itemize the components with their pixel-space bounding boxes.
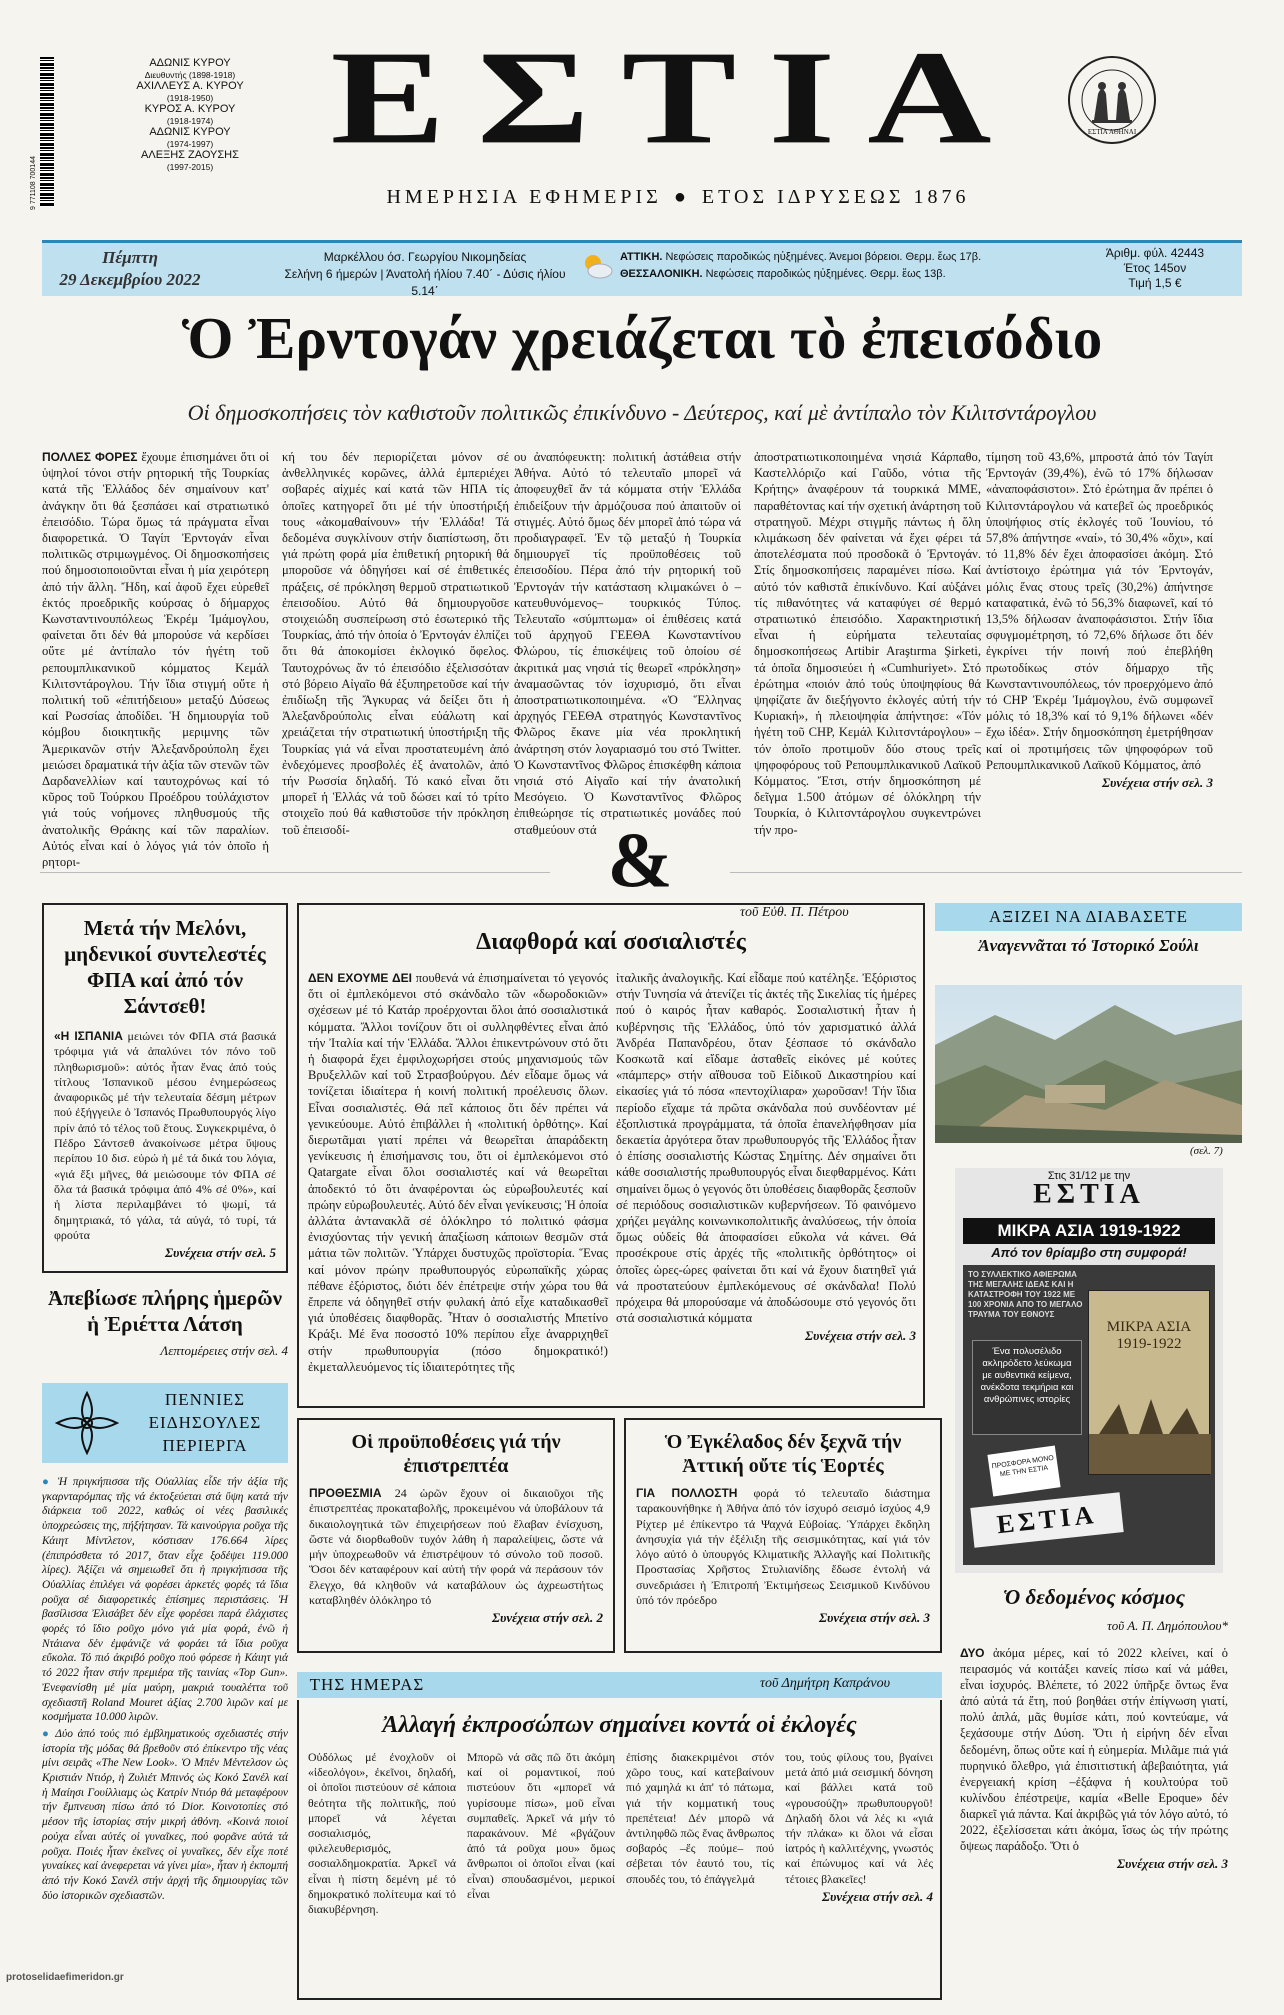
masthead-subtitle: ΗΜΕΡΗΣΙΑ ΕΦΗΜΕΡΙΣ [386,186,662,208]
conditions-body: 24 ὡρῶν ἔχουν οἱ δικαιοῦχοι τῆς ἐπιστρεπτέας προκαταβολῆς, προκειμένου νά ὑποβάλουν τά δικαιολογητικά τῶν ἐπιχειρήσεων πού ἔλαβαν ἐνίσχυση, ὥστε νά διορθωθοῦν τυχόν λάθη ἡ παραλείψεις, ὥστε νά μήν ὑποχρεωθοῦν νά ἐπιστρέψουν τό σύνολο τοῦ ποσοῦ. Ὅσοι δέν καταφέρουν καί αὐτή τήν φορά νά περάσουν τόν ἔλεγχο, θά κληθοῦν νά καταβάλουν ὡς ἀχρεωστήτως καταβληθέν ὁλόκληρο τό [309,1486,603,1608]
world-byline: τοῦ Α. Π. Δημόπουλου* [1107,1618,1228,1633]
corruption-headline: Διαφθορά καί σοσιαλιστές [476,929,746,955]
day-col-3: ἐπίσης διακεκριμένοι στόν χῶρο τους, καί κατεβαίνουν πιό χαμηλά κι ἀπ' τό πάτωμα, γιά τήν κομματική τους πρεπέτεια! Δέν μπορῶ νά ἀντιληφθῶ πῶς ἕνας ἄνθρωπος σοβαρός –ἔς πούμε– πού σέβεται τόν ἑαυτό του, τίς σπουδές του, τό ἐπάγγελμά [626,1750,774,1886]
bullet-icon: ● [42,1476,52,1488]
promo-paper-stamp: ΕΣΤΙΑ [970,1492,1123,1547]
founder-name: ΑΔΩΝΙΣ ΚΥΡΟΥ [149,126,231,138]
day-col-text: του, τούς φίλους του, βγαίνει μετά ἀπό μιά σεισμική δόνηση καί βάλλει κατά τοῦ «γρουσούζη» πρωθυπουργοῦ! Δηλαδή ὅλοι νά λές κι «γιά τήν πλάκα» κι ὅλοι νά εἶσαι ἰατρός ἡ καλλιτέχνης, γνωστός καί ἐπώνυμος καί νά λές τέτοιες βλακεῖες! [785,1750,933,1886]
weather-icon [580,252,614,280]
info-calendar [270,249,580,300]
issue-number: Άριθμ. φύλ. 42443 [1105,246,1205,260]
info-issue [1080,246,1230,291]
worth-reading-title: Ἀναγεννᾶται τό Ἱστορικό Σούλι [978,936,1199,955]
issue-price: Τιμή 1,5 € [1128,276,1182,290]
corruption-col-text: πουθενά νά ἐπισημαίνεται τό γεγονός ὅτι οἱ ἐμπλεκόμενοι στό σκάνδαλο τῶν «δωροδοκιῶν» σχέσεων μέ τό Κατάρ προέρχονται ὅλοι ἀπό σοσιαλιστικά κόμματα. Ἄλλοι τονίζουν ὅτι οἱ συλληφθέντες εἶναι ἀπό τήν Ἰταλία καί τήν Ἑλλάδα. Ἄλλοι ἐπικεντρώνουν στό ὅτι ἡ διαφορά ἔχει ἐμφιλοχωρήσει στούς μηχανισμούς τῶν Βρυξελλῶν καί τοῦ Στρασβούργου. Δέν εἶδαμε ὅμως νά τονίζεται ἰδιαίτερα ἡ κοινή πολιτική προέλευσις ὅλων. Εἶναι σοσιαλιστές. Θά πεῖ κάποιος ὅτι δέν πρέπει νά γενικεύουμε. Αὐτό ἐπιβάλλει ἡ «πολιτική ὀρθότης». Καί διερωτᾶμαι γιατί πρέπει νά θεωρεῖται ἀπαράδεκτη γενίκευσις ἡ ἐπισήμανσις του, ὅτι οἱ ἐμπλεκόμενοι στό Qatargate εἶναι ὅλοι σοσιαλιστές καί νά θεωρεῖται ἀποδεκτό τό ὅτι ἀναφέρονται ὡς εὐρωβουλευτές καί πρώην εὐρωβουλευτές. Αὐτό δέν εἶναι γενίκευσις; Ἡ ὁποία ἀλλάτα ἀντανακλᾶ σέ ὁλόκληρο τό πολιτικό φάσμα ἐνισχύοντας τήν γενική ἀπαξίωση κάποιων θεσμῶν στά μάτια τῶν πολιτῶν. Ὑπάρχει δυστυχῶς προϊστορία. Ἕνας καί μόνον πρώην πρωθυπουργός εὐρωπαϊκῆς χώρας πέθανε ἐξόριστος, διότι δέν ἐπέτρεψε στήν χώρα του θά ἔπρεπε νά ὁδηγηθεῖ στήν φυλακή ἀπό εἶχε καταδικασθεῖ γιά ὑποθέσεις διαφθορᾶς. Ἦταν ὁ σοσιαλιστής Μπετίνο Κράξι. Μέ ἕνα ποσοστό 10% περίπου εἶχε ἀναρριχηθεῖ στήν πρωθυπουργία (πόσο δημοκρατικό!) ἐκμεταλλευόμενος τίς ἰδιαιτερότητες τῆς [308,971,608,1374]
barcode [40,57,54,207]
info-saints: Μαρκέλλου όσ. Γεωργίου Νικομηδείας [323,250,527,264]
day-byline: τοῦ Δημήτρη Καπράνου [760,1676,890,1691]
founder-years: (1997-2015) [166,161,214,172]
latsi-article [42,1285,288,1359]
world-headline: Ὁ δεδομένος κόσμος [1003,1585,1185,1609]
souli-photo [935,985,1242,1143]
corruption-continue-link[interactable]: Συνέχεια στήν σελ. 3 [805,1328,916,1344]
lead-col-5 [986,449,1213,791]
weather-thessaloniki: Νεφώσεις παροδικώς ηὐξημένες. Θερμ. ἕως 13β. [705,268,946,280]
corruption-col-1 [308,970,608,1375]
founder-years: (1974-1997) [166,138,214,149]
corruption-col-text: ἰταλικῆς ἀναλογικῆς. Καί εἶδαμε πού κατέληξε. Ἐξόριστος στήν Τυνησία νά ἀτενίζει τίς ἀκτές τῆς Σικελίας τίς ἡμέρες πού ὁ καιρός ἦταν καθαρός. Σοσιαλιστική ἦταν ἡ κυβέρνησις τῆς Ἑλλάδος, ὑπό τόν χαρισματικό ἀλλά Ἀνδρέα Παπανδρέου, ὅταν ξέσπασε τό σκάνδαλο Κοσκωτᾶ καί εἴδαμε ἀσταθεῖς εἰκόνες μέ κούτες «πάμπερς» στήν αἴθουσα τοῦ Εἰδικοῦ Δικαστηρίου καί εἰκασίες γιά τό πόσα «πεντοχίλιαρα» χωροῦσαν! Τήν ἴδια περίοδο εἴχαμε τά πρῶτα σκάνδαλα πού συνδέονταν μέ ἐξοπλιστικά προγράμματα, τά ὁποῖα ἐπανελήφθησαν μία δεκαετία ἀργότερα ὅταν πρωθυπουργός τῆς Ἑλλάδος ἦταν ὁ ἐπίσης σοσιαλιστής Κώστας Σημίτης. Δέν σημαίνει ὅτι κάθε σοσιαλιστής πρωθυπουργός εἶναι διεφθαρμένος. Κάτι σημαίνει ὅμως ὁ γεγονός ὅτι ὑποθέσεις διαφθορᾶς ξεσποῦν σέ περιόδους σοσιαλιστικῶν κυβερνήσεων. Τό φαινόμενο χρήζει μεγάλης κοινωνικοπολιτικῆς ἀναλύσεως, τήν ὁποία ὅμως οὐδείς θά ἀποφασίσει εὔκολα νά κάνει. Θά προσέκρουε στίς ἀρχές τῆς «πολιτικῆς ὀρθότητος» οἱ ὁποῖες ὡρες-ώρες φαίνεται ὅτι καί νά ἔχουν διατηθεῖ γιά νά προστατεύουν ἐμπλεκόμενους σέ σκάνδαλα! Πολύ πρόχειρα θά μπορούσαμε νά ἀποδώσουμε στό γεγονός ὅτι στά σοσιαλιστικά κόμματα [616,971,916,1326]
lead-col-text: τίμηση τοῦ 43,6%, μπροστά ἀπό τόν Ταγίπ Ἐρντογάν (39,4%), ἐνῶ τό 17% δήλωσαν «ἀναποφάσιστοι». Στό ἐρώτημα ἄν πρέπει ὁ Κιλιτσντάρογλου νά κατεβεῖ ὡς προεδρικός ὑποψήφιος στίς ἐκλογές τοῦ Ἰουνίου, τό 57,8% ἀπήντησε «ναί», τό 30,4% «ὄχι», καί τό 11,8% δέν ἔχει ἀποφασίσει ἀκόμη. Στό ἀντίστοιχο ἐρώτημα γιά τόν Ἐρντογάν, μόλις ἕνας στους τρεῖς (30,2%) ἀπήντησε καταφατικά, ἐνῶ τό 56,3% διαφωνεῖ, καί τό 13,5% δήλωσαν ἀναποφάσιστοι. Στήν ἴδια σφυγμομέτρηση, τό 72,6% δήλωσε ὅτι δέν ἐγκρίνει τήν ποινή πού ἐπεβλήθη πρωτοδίκως στόν δήμαρχο τῆς Κωνσταντινουπόλεως, τόν προερχόμενο ἀπό τό CHP Ἐκρέμ Ἰμάμογλου, ἐνῶ συμφωνεῖ μόλις τό 18,3% καί τό 9,1% δήλωνει «δέν ἔχω ἰδέα». Στήν δημοσκόπηση ἐμετρήθησαν καί οἱ προτιμήσεις τῶν ψηφοφόρων τοῦ Ρεπουμπλικανικοῦ Λαϊκοῦ Κόμματος, ἀπό [986,450,1213,772]
promo-description: ΤΟ ΣΥΛΛΕΚΤΙΚΟ ΑΦΙΕΡΩΜΑ ΤΗΣ ΜΕΓΑΛΗΣ ΙΔΕΑΣ ΚΑΙ Η ΚΑΤΑΣΤΡΟΦΗ ΤΟΥ 1922 ΜΕ 100 ΧΡΟΝΙΑ ΑΠΟ ΤΟ ΜΕΓΑΛΟ ΤΡΑΥΜΑ ΤΟΥ ΕΘΝΟΥΣ [968,1270,1083,1319]
lead-kicker: ΠΟΛΛΕΣ ΦΟΡΕΣ [42,450,138,464]
day-label: ΤΗΣ ΗΜΕΡΑΣ [309,1675,425,1694]
founder-name: ΑΔΩΝΙΣ ΚΥΡΟΥ [149,57,231,69]
lead-col-2: κή του δέν περιορίζεται μόνον σέ ἀνθελληνικές κορῶνες, ἀλλά ἐμπεριέχει σοβαρές αἰχμές καί κατά τῶν ΗΠΑ τίς ὁποῖες κατηγορεῖ ὅτι μέ τήν ὑποστήριξή τους «ἀκομαθαίνουν» τήν Ἑλλάδα! Τά δεδομένα συγκλίνουν στήν διαπίστωση, ὅτι γιά πρώτη φορά μία ἐπιθετική ρητορική θά μποροῦσε νά ὁδηγήσει καί σέ ἐπιθετικές πράξεις, σέ πρόκληση θερμοῦ στρατιωτικοῦ ἐπεισοδίου. Αὐτό θά δημιουργοῦσε στοιχειώδη συσπείρωση στό ἐσωτερικό τῆς Τουρκίας, ἀπό τήν ὁποία ὁ Ἐρντογάν ἐλπίζει ὅτι θά ἀποκομίσει ἐκλογικό ὄφελος. Ταυτοχρόνως ἄν τό ἐπεισόδιο ἐξελισσόταν στό βόρειο Αἰγαῖο θά ἐξυπηρετοῦσε καί τήν ἐπιδίωξη τῆς Ἄγκυρας νά δείξει ὅτι ἡ Ἀλεξανδρούπολις εἶναι εὐάλωτη καί χρειάζεται τήν στρατιωτική ὑποστήριξη τῆς Τουρκίας γιά νά εἶναι προστατευμένη ἀπό ἐνδεχόμενες προσβολές ἐξ ἀνατολῶν, ἀπό τήν Ρωσσία δηλαδή. Τό κακό εἶναι ὅτι μπορεῖ ἡ Ἑλλάς νά τοῦ δώσει καί τό τρίτο στοιχεῖο πού θά καθιστοῦσε τήν πρόκληση τοῦ ἐπεισοδί- [282,450,509,837]
lead-col-1 [42,449,269,870]
promo-sticker: ΠΡΟΣΦΟΡΑ ΜΟΝΟ ΜΕ ΤΗΝ ΕΣΤΙΑ [987,1445,1060,1496]
info-full-date: 29 Δεκεμβρίου 2022 [59,270,201,289]
info-date [50,247,210,291]
enceladus-article [624,1418,942,1653]
souli-caption: (σελ. 7) [1190,1145,1223,1157]
enceladus-body: φορά τό τελευταῖο διάστημα ταρακουνήθηκε ἡ Ἀθήνα ἀπό τόν ἰσχυρό σεισμό ἰσχύος 4,9 Ρίχτερ μέ ἐπίκεντρο τά Ψαχνά Εὐβοίας. Ὑπάρχει ἔκδηλη ἀνησυχία γιά τήν ἐξέλιξη τῆς σεισμικότητας, καί γιά τόν λόγο αὐτό ὁ ὑπουργός Κλιματικῆς Ἀλλαγῆς καί Πολιτικῆς Προστασίας Χρῆστος Στυλιανίδης ἔδωσε ἐντολή νά συνεδριάσει ἡ Ἐπιτροπή Ἐκτιμήσεως Σεισμικοῦ Κινδύνου ὑπό τόν πρόεδρο [636,1486,931,1608]
barcode-number: 9 771108 700144 [30,156,37,210]
founder-name: ΑΧΙΛΛΕΥΣ Α. ΚΥΡΟΥ [136,80,244,92]
founder-name: ΚΥΡΟΣ Α. ΚΥΡΟΥ [144,103,236,115]
info-bar-top-rule [42,240,1242,243]
vat-continue-link[interactable]: Συνέχεια στήν σελ. 5 [165,1245,276,1261]
divider [40,872,550,873]
masthead-tagline [318,186,1038,209]
masthead-founded: ΕΤΟΣ ΙΔΡΥΣΕΩΣ 1876 [701,186,970,208]
worth-reading-header: ΑΞΙΖΕΙ ΝΑ ΔΙΑΒΑΣΕΤΕ [935,903,1242,931]
world-continue-link[interactable]: Συνέχεια στήν σελ. 3 [1117,1856,1228,1872]
book-title: ΜΙΚΡΑ ΑΣΙΑ 1919-1922 [1106,1319,1192,1352]
world-body [960,1645,1228,1872]
founders-list [115,58,265,173]
book-cover [1088,1290,1210,1475]
weather-attica-label: ΑΤΤΙΚΗ. [620,251,663,263]
issue-year: Έτος 145ον [1123,261,1187,275]
promo-title: ΜΙΚΡΑ ΑΣΙΑ 1919-1922 [963,1218,1215,1244]
newsfeed-item: Δύο ἀπό τούς πιό ἐμβληματικούς σχεδιαστές στήν ἱστορία τῆς μόδας θά βρεθοῦν στό ἐπίκεντρο τῆς νέας μίνι σειρᾶς «The New Look». Ὁ Μπέν Μέντελσον ὡς Κριστιάν Ντιόρ, ἡ Ζυλιέτ Μπινός ὡς Κοκό Σανέλ καί ἡ Μαίησι Γουίλλιαμς ὡς Κατρίν Ντιόρ θά μεταφέρουν τήν ἔμπνευση πίσω ἀπό τό Dior. Κοινοτοπίες στό μέσον τῆς ἱστορίας στήν μικρή ἀθόνη. «Κοινά ποιοί ρούχα εἶναι αὐτές οἱ γυναῖκες, πού φορᾶνε αὐτά τά ροῦχα. Ποιές ἦταν ἐκεῖνες οἱ γυναῖκες, δέν εἶχε ποτέ γυναίκες καί ἀνεφερεται νά γίνει μία», ἦταν ἡ ἐκπομπή ἀπό τήν Κοκό Σανέλ στήν ἀρχή τῆς δημιουργίας τῶν δύο ἱστορικῶν σχεδιαστῶν. [42,1727,288,1902]
lead-continue-link[interactable]: Συνέχεια στήν σελ. 3 [1102,775,1213,791]
promo-paper-title: ΕΣΤΙΑ [1033,1179,1145,1210]
lead-headline: Ὁ Ἐρντογάν χρειάζεται τὸ ἐπεισόδιο [181,305,1103,371]
day-headline: Ἀλλαγή ἐκπροσώπων σημαίνει κοντά οἱ ἐκλογές [382,1712,857,1738]
conditions-article [297,1418,615,1653]
day-col-4 [785,1750,933,1904]
founder-years: (1918-1974) [166,115,214,126]
founder-name: ΑΛΕΞΗΣ ΖΑΟΥΣΗΣ [141,149,239,161]
info-day: Πέμπτη [102,248,158,267]
world-kicker: ΔΥΟ [960,1646,985,1660]
masthead-title: ΕΣΤΙΑ [330,23,1024,173]
newsfeed-body [42,1475,288,1903]
info-weather [620,249,1060,283]
divider [730,872,1242,873]
weather-thess-label: ΘΕΣΣΑΛΟΝΙΚΗ. [620,268,703,280]
enceladus-kicker: ΓΙΑ ΠΟΛΛΟΣΤΗ [636,1486,738,1500]
corruption-col-2 [616,970,916,1345]
latsi-headline: Ἀπεβίωσε πλήρης ἡμερῶν ἡ Ἐριέττα Λάτση [47,1286,282,1336]
lead-col-4: ἀποστρατιωτικοποιημένα νησιά Κάρπαθο, Καστελλόριζο καί Γαῦδο, νότια τῆς Κρήτης» ἀναφέρουν τά τουρκικά ΜΜΕ, παραθέτοντας καί τήν σχετική ἀνάρτηση τοῦ στρατηγοῦ. Μέχρι στιγμῆς πάντως ἡ ὅλη κλιμάκωση δέν φαίνεται νά ἔχει φέρει τά ἀποτελέσματα πού προσδοκᾶ ὁ Ἐρντογάν. Στίς δημοσκοπήσεις παραμένει πίσω. Καί αὐτό τόν καθιστᾶ ἐπικίνδυνο. Καί αὐξάνει τίς πιθανότητες νά καταφύγει σέ θερμό στρατιωτικό ἐπεισόδιο. Χαρακτηριστική εἶναι ἡ εὑρήματα τελευταίας δημοσκοπήσεως Artibir Araştırma Şirketi, τά ὁποῖα δημοσιεύει ἡ «Cumhuriyet». Στό ἐρώτημα «ποιόν ἀπό τούς ὑποψηφίους θά ψηφίζατε ἄν διεξήγοντο ἐκλογές αὐτή τήν Κυριακή», ἡ πλειοψηφία ἀπήντησε: «Τόν ἡγέτη τοῦ CHP, Κεμάλ Κιλιτσντάρογλου» –τόν ὁποῖο προτιμοῦν δύο στους τρεῖς ψηφοφόρους τοῦ Ρεπουμπλικανικοῦ Λαϊκοῦ Κόμματος. Ἔτσι, στήν δημοσκόπηση μέ δεῖγμα 1.500 ἀτόμων σέ ὁλόκληρη τήν Τουρκία, ὁ Κιλιτσντάρογλου συγκεντρώνει τήν προ- [754,450,982,837]
bullet-icon: ● [42,1727,51,1740]
vat-article [42,903,288,1273]
enceladus-headline: Ὁ Ἐγκέλαδος δέν ξεχνᾶ τήν Ἀττική οὔτε τίς Ἑορτές [664,1431,902,1477]
lead-subheadline: Οἱ δημοσκοπήσεις τὸν καθιστοῦν πολιτικῶς ἐπικίνδυνο - Δεύτερος, καί μὲ ἀντίπαλο τὸν Κιλιτσντάρογλου [187,400,1097,425]
enceladus-continue-link[interactable]: Συνέχεια στήν σελ. 3 [819,1610,930,1626]
seal-text: ΕΣΤΙΑ ΑΘΗΝΑΙ [1087,128,1137,136]
founder-years: Διευθυντής (1898-1918) [144,69,236,80]
newsfeed-item: Ἡ πριγκήπισσα τῆς Οὐαλλίας εἶδε τήν ἀξία τῆς γκαρνταρόμπας τῆς νά ἐκτοξεύεται στά ὕψη κατά τήν διάρκεια τοῦ 2022, καθώς οἱ νέες βασιλικές ὑποχρεώσεις της, πήξήτησαν. Τά καινούργια ροῦχα τῆς Κάιητ Μίντλετον, κόστισαν 176.664 λίρες (ἐπιπρόσθετα τό 2017, ὅταν εἶχε ξοδέψει 119.000 λίρες). Ἀξίζει νά σημειωθεῖ ὅτι ἡ πριγκήπισσα τῆς Οὐαλλίας ἐπιλέγει νά φορέσει ἀρκετές φορές τά ἴδια ροῦχα σέ διαφορετικές ἐπίσημες περιστάσεις. Ἡ βασίλισσα Ἐλισάβετ δέν εἶχε φορέσει παρά ἐλάχιστες φορές τό ἴδιο ροῦχο μόνο γιά μία φορά, ἐνῶ ἡ Ντάιανα δέν ἐμφάνιζε νά φοράει τά ἴδια ροῦχα εὔκολα. Τό πιό ἀκριβό ροῦχο πού φόρεσε ἡ Κάιητ γιά τό 2022 ἦταν στήν πρεμιέρα τῆς ταινίας «Top Gun». Ἐνεφανίσθη μέ μία μαύρη, μακριά τουαλέττα τοῦ σχεδιαστῆ Roland Mouret ἀξίας 2.700 λιρῶν καί με κοσμήματα 10.000 λιρῶν. [42,1476,288,1724]
world-text: ἀκόμα μέρες, καί τό 2022 κλείνει, καί ὁ πειρασμός νά κοιτάξει κανείς πίσω καί νά μάθει, εἶναι ἰσχυρός. Βλέπετε, τό 2022 ὑπῆρξε ὄντως ἕνα ἀπό αὐτά τά ἔτη, πού βοηθάει στήν ἐπίγνωση γιατί, πολύ ἁπλά, μᾶς θυμίσε κάτι, πού κοντεύαμε, νά ξεχάσουμε στήν Δύση. Ὅτι ἡ εἰρήνη δέν εἶναι δεδομένη, ὅπως οὔτε καί ἡ εὐημερία. Μιλᾶμε πιά γιά πυρηνικό ὄλεθρο, γιά ἐπισιτιστική ἀβεβαιότητα, γιά ἐνεργειακή κρίση –ἐξάφνα ἡ κουλτούρα τοῦ κυλίνδου ἐπέστρεψε, καμία «Belle Epoque» δέν διαρκεῖ γιά πάντα. Καί ἀκριβῶς γιά τόν λόγο αὐτό, τό 2022, ἐξελίσσεται κάτι ἀκόμα, ἴσως ὡς τήν πρώτης ὄψεως παράδοξο. Ὅτι ὁ [960,1646,1228,1854]
conditions-headline: Οἱ προϋποθέσεις γιά τήν ἐπιστρεπτέα [351,1431,561,1477]
founder-years: (1918-1950) [166,92,214,103]
newsfeed-title: ΠΕΝΝΙΕΣ ΕΙΔΗΣΟΥΛΕΣ ΠΕΡΙΕΡΓΑ [148,1390,262,1455]
corruption-byline: τοῦ Εὐθ. Π. Πέτρου [740,905,849,920]
corruption-kicker: ΔΕΝ ΕΧΟΥΜΕ ΔΕΙ [308,971,412,985]
lead-col-3: ου ἀναπόφευκτη: πολιτική ἀστάθεια στήν Ἀθήνα. Αὐτό τό τελευταῖο μπορεῖ νά ἀποφευχθεῖ ἄν τά κόμματα στήν Ἑλλάδα ἐπιδείξουν τήν ἀρμόζουσα πού ἀπαιτοῦν οἱ στιγμές. Αὐτό ὅμως δέν μπορεῖ ἀπό τώρα νά προδιαγραφεῖ. Ἐν τῷ μεταξύ ἡ Τουρκία δημιουργεῖ τίς προϋποθέσεις τοῦ ἐπεισοδίου. Πέρα ἀπό τήν ρητορική τοῦ Ἐρντογάν τήν κατάσταση κλιμακώνει ὁ –κατευθυνόμενος– τουρκικός Τύπος. Τελευταῖο «σύμπτωμα» οἱ ἐπιθέσεις κατά τοῦ ἀρχηγοῦ ΓΕΕΘΑ Κωνσταντίνου Φλώρου, τίς ἐπισκέψεις τοῦ ὁποίου σέ ἀκριτικά μας νησιά τίς θεωρεῖ «πρόκληση» ἀναμασῶντας τόν ἰσχυρισμό, ὅτι εἶναι ἀποστρατιωτικοποιημένα. «Ὁ Ἕλληνας ἀρχηγός ΓΕΕΘΑ στρατηγός Κωνσταντῖνος Φλῶρος ἔκανε μία νέα προκλητική ἀνάρτηση στόν λογαριασμό του στό Twitter. Ὁ Κωνσταντῖνος Φλῶρος ἐπισκέφθη κάποια νησιά στό Αἰγαῖο καί τήν ἀνατολική Μεσόγειο. Ὁ Κωνσταντῖνος Φλῶρος ἐπιθεώρησε τίς στρατιωτικές μονάδες πού σταθμεύουν στά [514,450,741,837]
promo-tag: Στις 31/12 με την [1047,1170,1131,1182]
separator-dot: ● [673,186,690,208]
ornament-icon [52,1388,122,1458]
ampersand-ornament: & [607,816,673,903]
info-astro: Σελήνη 6 ήμερών | Άνατολή ήλίου 7.40΄ - Δύσις ήλίου 5.14΄ [284,267,566,298]
day-col-1: Οὐδόλως μέ ἐνοχλοῦν οἱ «ἰδεολόγοι», ἐκεῖνοι, δηλαδή, οἱ ὁποῖοι πιστεύουν σέ κάποια θεότητα τῆς πολιτικῆς, πού μπορεῖ νά λέγεται σοσιαλισμός, φιλελευθερισμός, σοσιαλδημοκρατία. Ἀρκεῖ νά εἶναι ἡ πίστη δεμένη μέ τό δημοκρατικό πολίτευμα καί τό διακυβέρνηση. [308,1750,456,1917]
promo-box-text: Ένα πολυσέλιδο ακληρόδετο λεύκωμα με αυθεντικά κείμενα, ανέκδοτα τεκμήρια και ανθρώπινες ιστορίες [972,1340,1082,1435]
day-col-2: Μπορῶ νά σᾶς πῶ ὅτι ἀκόμη καί οἱ ρομαντικοί, πού πιστεύουν ὅτι «μπορεῖ νά γυρίσουμε πίσω», μοῦ εἶναι συμπαθεῖς. Ἀρκεῖ νά μήν τό παρακάνουν. Μέ «βγάζουν ἀπό τά ροῦχα μου» ὅμως ἄνθρωποι οἱ ὁποῖοι εἶναι (καί εἶναι) σπουδασμένοι, μερικοί εἶναι [467,1750,615,1901]
vat-headline: Μετά τήν Μελόνι, μηδενικοί συντελεστές ΦΠΑ καί ἀπό τόν Σάντσεθ! [64,916,266,1018]
day-continue-link[interactable]: Συνέχεια στήν σελ. 4 [822,1888,933,1904]
conditions-continue-link[interactable]: Συνέχεια στήν σελ. 2 [492,1610,603,1626]
vat-body: μειώνει τόν ΦΠΑ στά βασικά τρόφιμα γιά νά ἀπαλύνει τόν πόνο τοῦ πληθωρισμοῦ»: αὐτός ἦταν ἕνας ἀπό τούς τίτλους Ἰσπανικοῦ μέσου ἐνημερώσεως ἀναφορικῶς μέ τήν τελευταία δέσμη μέτρων πού ἐξήγγειλε ὁ Ἰσπανός Πρωθυπουργός λίγο πρίν ἀπό τό τέλος τοῦ ἔτους. Συγκεκριμένα, ὁ Πέδρο Σάντσεθ ἀνακοίνωσε μέτρα ὕψους περίπου 10 δισ. εὐρώ ἡ μέ τά δικά του λόγια, «γιά ἕξι μῆνες, θά μειώσουμε τόν ΦΠΑ σέ ὅλα τά βασικά τρόφιμα ἀπό 4% σέ 0%», καί ἡ λίστα περιλαμβάνει τό ψωμί, τά δημητριακά, τό γάλα, τά αὐγά, τό τυρί, τά φρούτα [54,1029,276,1242]
promo-subtitle: Από τον θρίαμβο στη συμφορά! [991,1245,1187,1260]
watermark: protoselidaefimeridon.gr [6,1972,124,1983]
vat-kicker: «Η ΙΣΠΑΝΙΑ [54,1029,123,1043]
weather-attica: Νεφώσεις παροδικώς ηὐξημένες. Άνεμοι βόρειοι. Θερμ. ἕως 17β. [665,251,982,263]
seal-logo [1068,56,1156,144]
conditions-kicker: ΠΡΟΘΕΣΜΙΑ [309,1486,382,1500]
lead-col-text: ἔχουμε ἐπισημάνει ὅτι οἱ ὑψηλοί τόνοι στήν ρητορική τῆς Τουρκίας κατά τῆς Ἑλλάδος δέν σημαίνουν κατ' ἀνάγκην ὅτι θά ξεσπάσει καί στρατιωτικό ἐπεισόδιο. Τώρα ὅμως τά πράγματα εἶναι διαφορετικά. Ὁ Ταγίπ Ἐρντογάν εἶναι πολιτικῶς στριμωγμένος. Οἱ δημοσκοπήσεις πού δημοσιοποιοῦνται εἶναι ἡ μία χειρότερη ἀπό τήν ἄλλη. Ἤδη, καί ἀφοῦ ἔχει εὑρεθεῖ ἐκτός προεδρικῆς κούρσας ὁ δήμαρχος Κωνσταντινουπόλεως Ἐκρέμ Ἰμάμογλου, φαίνεται ὅτι δέν θά μπορούσε νά κερδίσει οὔτε μέ ἀντίπαλο τόν ἡγέτη τοῦ ρεπουμπλικανικοῦ κόμματος Κεμάλ Κιλιτσντάρογλου. Τήν ἴδια στιγμή οὔτε ἡ πολιτική τοῦ «ἐπιτήδειου» μεταξύ Δύσεως καί Ρωσσίας ἀποδίδει. Ἡ δημιουργία τοῦ κόμβου διοικητικῆς μεριμνης τῶν Ἀμερικανῶν στήν Ἀλεξανδρούπολη ἔχει μειώσει δραματικά τήν ἀξία τῶν στενῶν τῶν Δαρδανελλίων καί ταυτοχρόνως καί τό κῦρος τοῦ Τούρκου Προέδρου τοὐλάχιστον γιά τούς νοήμονες πληθυσμούς τῆς ἀνατολικῆς Θράκης καί τῶν παραλίων. Αὐτός εἶναι καί ὁ λόγος γιά τόν ὁποῖο ἡ ρητορι- [42,450,270,870]
latsi-details-link[interactable]: Λεπτομέρειες στήν σελ. 4 [160,1343,288,1358]
